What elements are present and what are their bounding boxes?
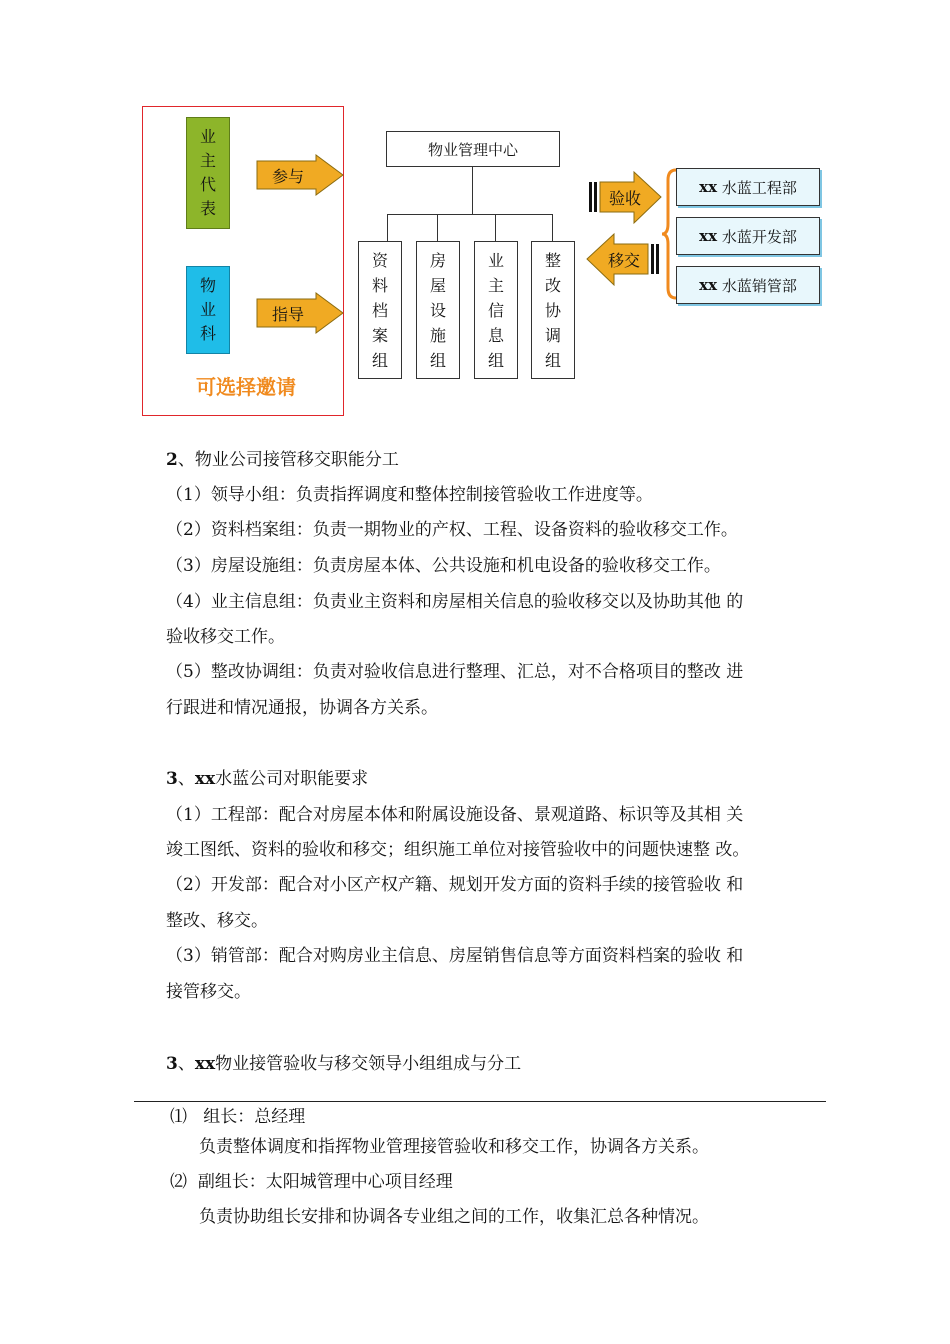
section3-item-3-line1: （3）销管部：配合对购房业主信息、房屋销售信息等方面资料档案的验收 和	[166, 946, 744, 966]
connector-line	[472, 166, 473, 214]
section2-item-5-line2: 行跟进和情况通报，协调各方关系。	[166, 698, 438, 718]
archives-group-box: 资 料 档 案 组	[358, 241, 402, 379]
section3-heading: 3、xx水蓝公司对职能要求	[166, 769, 369, 789]
section3-item-2-line2: 整改、移交。	[166, 911, 268, 931]
section2-item-5-line1: （5）整改协调组：负责对验收信息进行整理、汇总，对不合格项目的整改 进	[166, 662, 744, 682]
section2-item-3: （3）房屋设施组：负责房屋本体、公共设施和机电设备的验收移交工作。	[166, 556, 721, 576]
connector-line	[387, 214, 388, 241]
sales-dept-box: xx 水蓝销管部	[676, 266, 820, 304]
section3-item-1-line1: （1）工程部：配合对房屋本体和附属设施设备、景观道路、标识等及其相 关	[166, 805, 744, 825]
connector-line	[552, 214, 553, 241]
owner-info-group-box: 业 主 信 息 组	[474, 241, 518, 379]
engineering-dept-box: xx 水蓝工程部	[676, 168, 820, 206]
transfer-label: 移交	[607, 250, 640, 270]
connector-line	[495, 214, 496, 241]
section2-item-4-line1: （4）业主信息组：负责业主资料和房屋相关信息的验收移交以及协助其他 的	[166, 592, 744, 612]
property-department-box: 物 业 科	[186, 266, 230, 354]
accept-label: 验收	[608, 188, 641, 208]
leader-description: 负责整体调度和指挥物业管理接管验收和移交工作，协调各方关系。	[199, 1137, 709, 1157]
section2-item-4-line2: 验收移交工作。	[166, 627, 285, 647]
horizontal-divider	[134, 1101, 826, 1102]
development-dept-box: xx 水蓝开发部	[676, 217, 820, 255]
connector-line	[437, 214, 438, 241]
optional-invite-text: 可选择邀请	[196, 375, 296, 399]
section3-item-1-line2: 竣工图纸、资料的验收和移交；组织施工单位对接管验收中的问题快速整 改。	[166, 840, 750, 860]
guide-label: 指导	[271, 304, 304, 324]
owner-representative-box: 业 主 代 表	[186, 117, 230, 229]
section3-item-3-line2: 接管移交。	[166, 982, 251, 1002]
connector-line	[387, 214, 553, 215]
section3-item-2-line1: （2）开发部：配合对小区产权产籍、规划开发方面的资料手续的接管验收 和	[166, 875, 744, 895]
section2-item-1: （1）领导小组：负责指挥调度和整体控制接管验收工作进度等。	[166, 485, 653, 505]
facilities-group-box: 房 屋 设 施 组	[416, 241, 460, 379]
deputy-leader-description: 负责协助组长安排和协调各专业组之间的工作，收集汇总各种情况。	[199, 1207, 709, 1227]
participate-label: 参与	[271, 166, 304, 186]
management-center-box: 物业管理中心	[386, 131, 560, 167]
section2-heading: 2、物业公司接管移交职能分工	[166, 450, 399, 470]
rectification-group-box: 整 改 协 调 组	[531, 241, 575, 379]
deputy-leader-row: ⑵ 副组长：太阳城管理中心项目经理	[170, 1172, 453, 1192]
optional-invite-frame	[142, 106, 344, 416]
section2-item-2: （2）资料档案组：负责一期物业的产权、工程、设备资料的验收移交工作。	[166, 520, 738, 540]
leader-row: ⑴ 组长：总经理	[170, 1107, 306, 1127]
section4-heading: 3、xx物业接管验收与移交领导小组组成与分工	[166, 1054, 522, 1074]
